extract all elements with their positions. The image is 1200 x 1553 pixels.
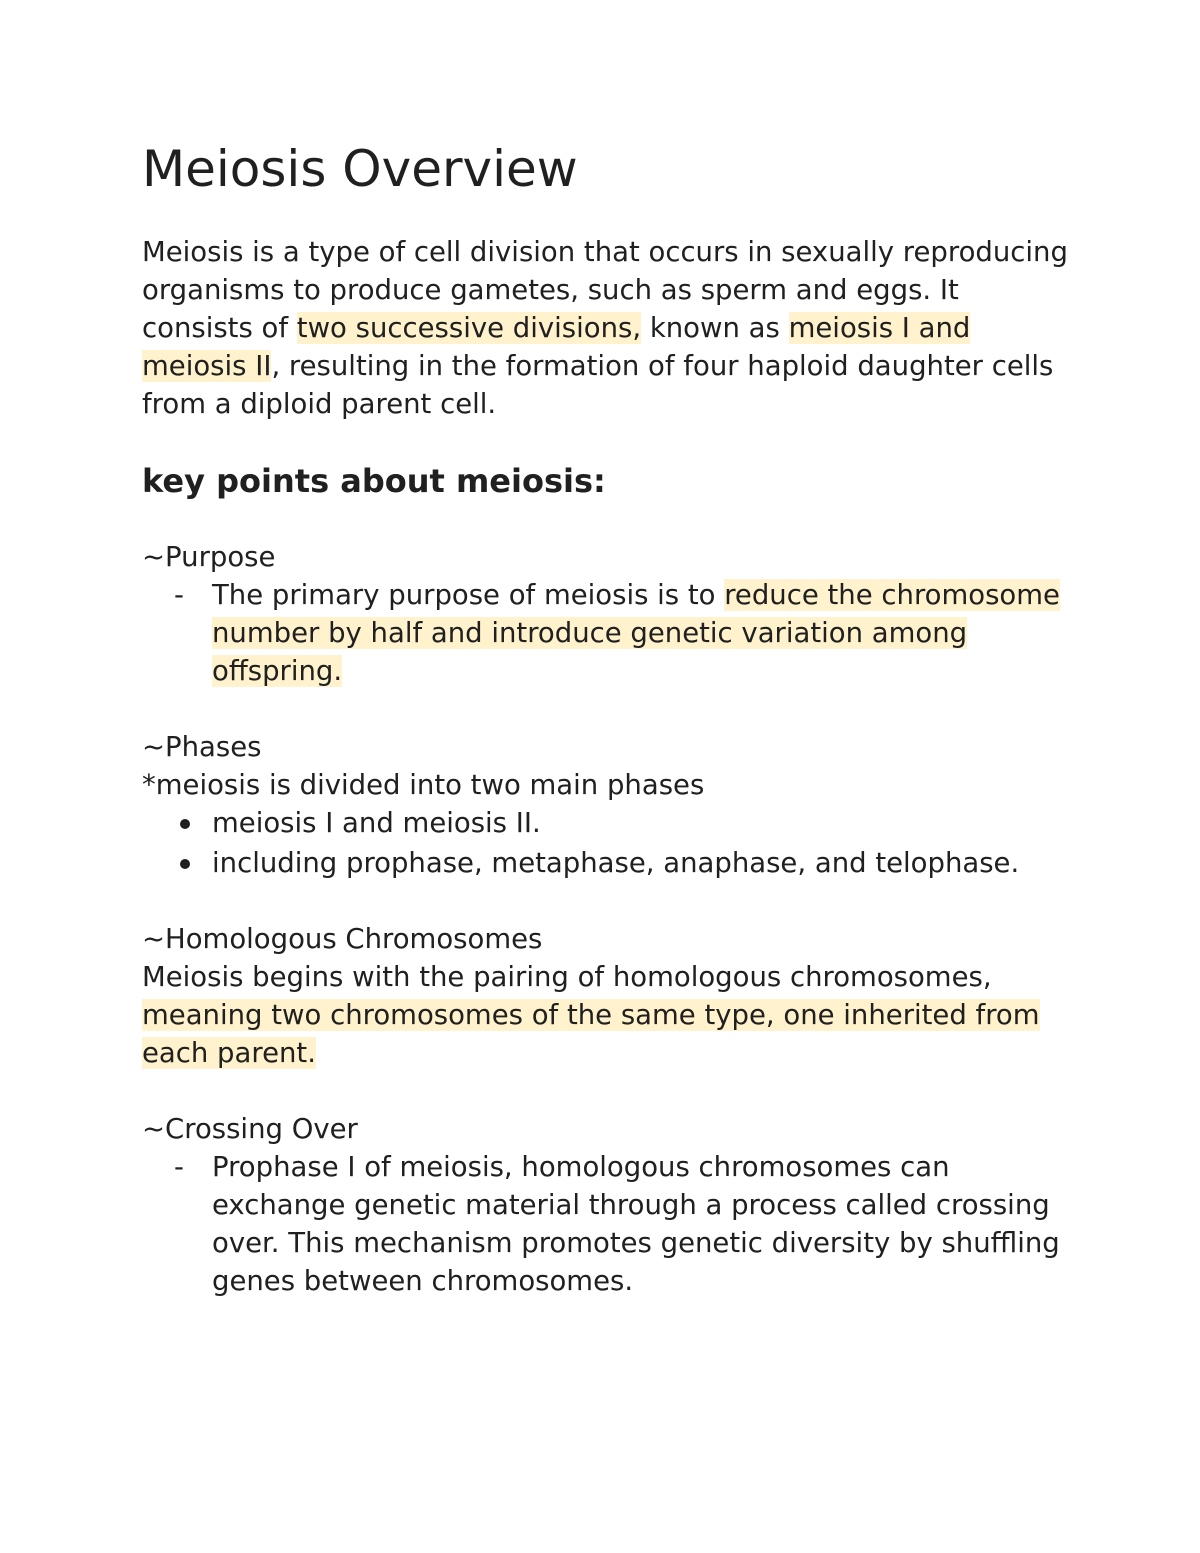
list-item [142, 844, 1072, 882]
intro-highlight-1: two successive divisions, [296, 312, 642, 344]
purpose-highlight: reduce the chromosome number by half and introduce genetic variation among offspring. [212, 579, 1060, 687]
homologous-paragraph [142, 958, 1072, 1072]
purpose-list-item [142, 576, 1072, 690]
phases-note: *meiosis is divided into two main phases [142, 769, 705, 801]
bullet-icon [180, 859, 190, 869]
crossing-list-item [142, 1148, 1072, 1300]
purpose-list [142, 576, 1072, 690]
dash-marker: - [174, 579, 184, 611]
homologous-highlight: meaning two chromosomes of the same type, one inherited from each parent. [142, 999, 1040, 1069]
intro-paragraph [142, 233, 1072, 423]
phases-item-text: including prophase, metaphase, anaphase, and telophase. [212, 847, 1020, 879]
intro-text-3: , resulting in the formation of four haploid daughter cells from a diploid parent cell. [142, 350, 1054, 420]
crossing-heading: ~Crossing Over [142, 1113, 358, 1145]
purpose-text: The primary purpose of meiosis is to [212, 579, 725, 611]
homologous-text: Meiosis begins with the pairing of homologous chromosomes, [142, 961, 992, 993]
intro-highlight-2: meiosis I and meiosis II [142, 312, 971, 382]
phases-section [142, 728, 1072, 882]
document-page [142, 138, 1072, 1338]
list-item [142, 804, 1072, 842]
homologous-section [142, 920, 1072, 1072]
purpose-section [142, 538, 1072, 690]
crossing-section [142, 1110, 1072, 1300]
homologous-heading: ~Homologous Chromosomes [142, 923, 543, 955]
dash-marker: - [174, 1151, 184, 1183]
crossing-text: Prophase I of meiosis, homologous chromosomes can exchange genetic material through a process called crossing over. This mechanism promotes genetic diversity by shuffling genes between chromosomes. [212, 1151, 1060, 1297]
intro-text-2: known as [641, 312, 789, 344]
document-title: Meiosis Overview [142, 140, 578, 198]
phases-list [142, 804, 1072, 882]
bullet-icon [180, 819, 190, 829]
crossing-list [142, 1148, 1072, 1300]
key-points-heading: key points about meiosis: [142, 462, 606, 500]
phases-item-text: meiosis I and meiosis II. [212, 807, 541, 839]
purpose-heading: ~Purpose [142, 541, 276, 573]
phases-heading: ~Phases [142, 731, 262, 763]
intro-text-1: Meiosis is a type of cell division that occurs in sexually reproducing organisms to produce gametes, such as sperm and eggs. It consists of [142, 236, 1068, 344]
